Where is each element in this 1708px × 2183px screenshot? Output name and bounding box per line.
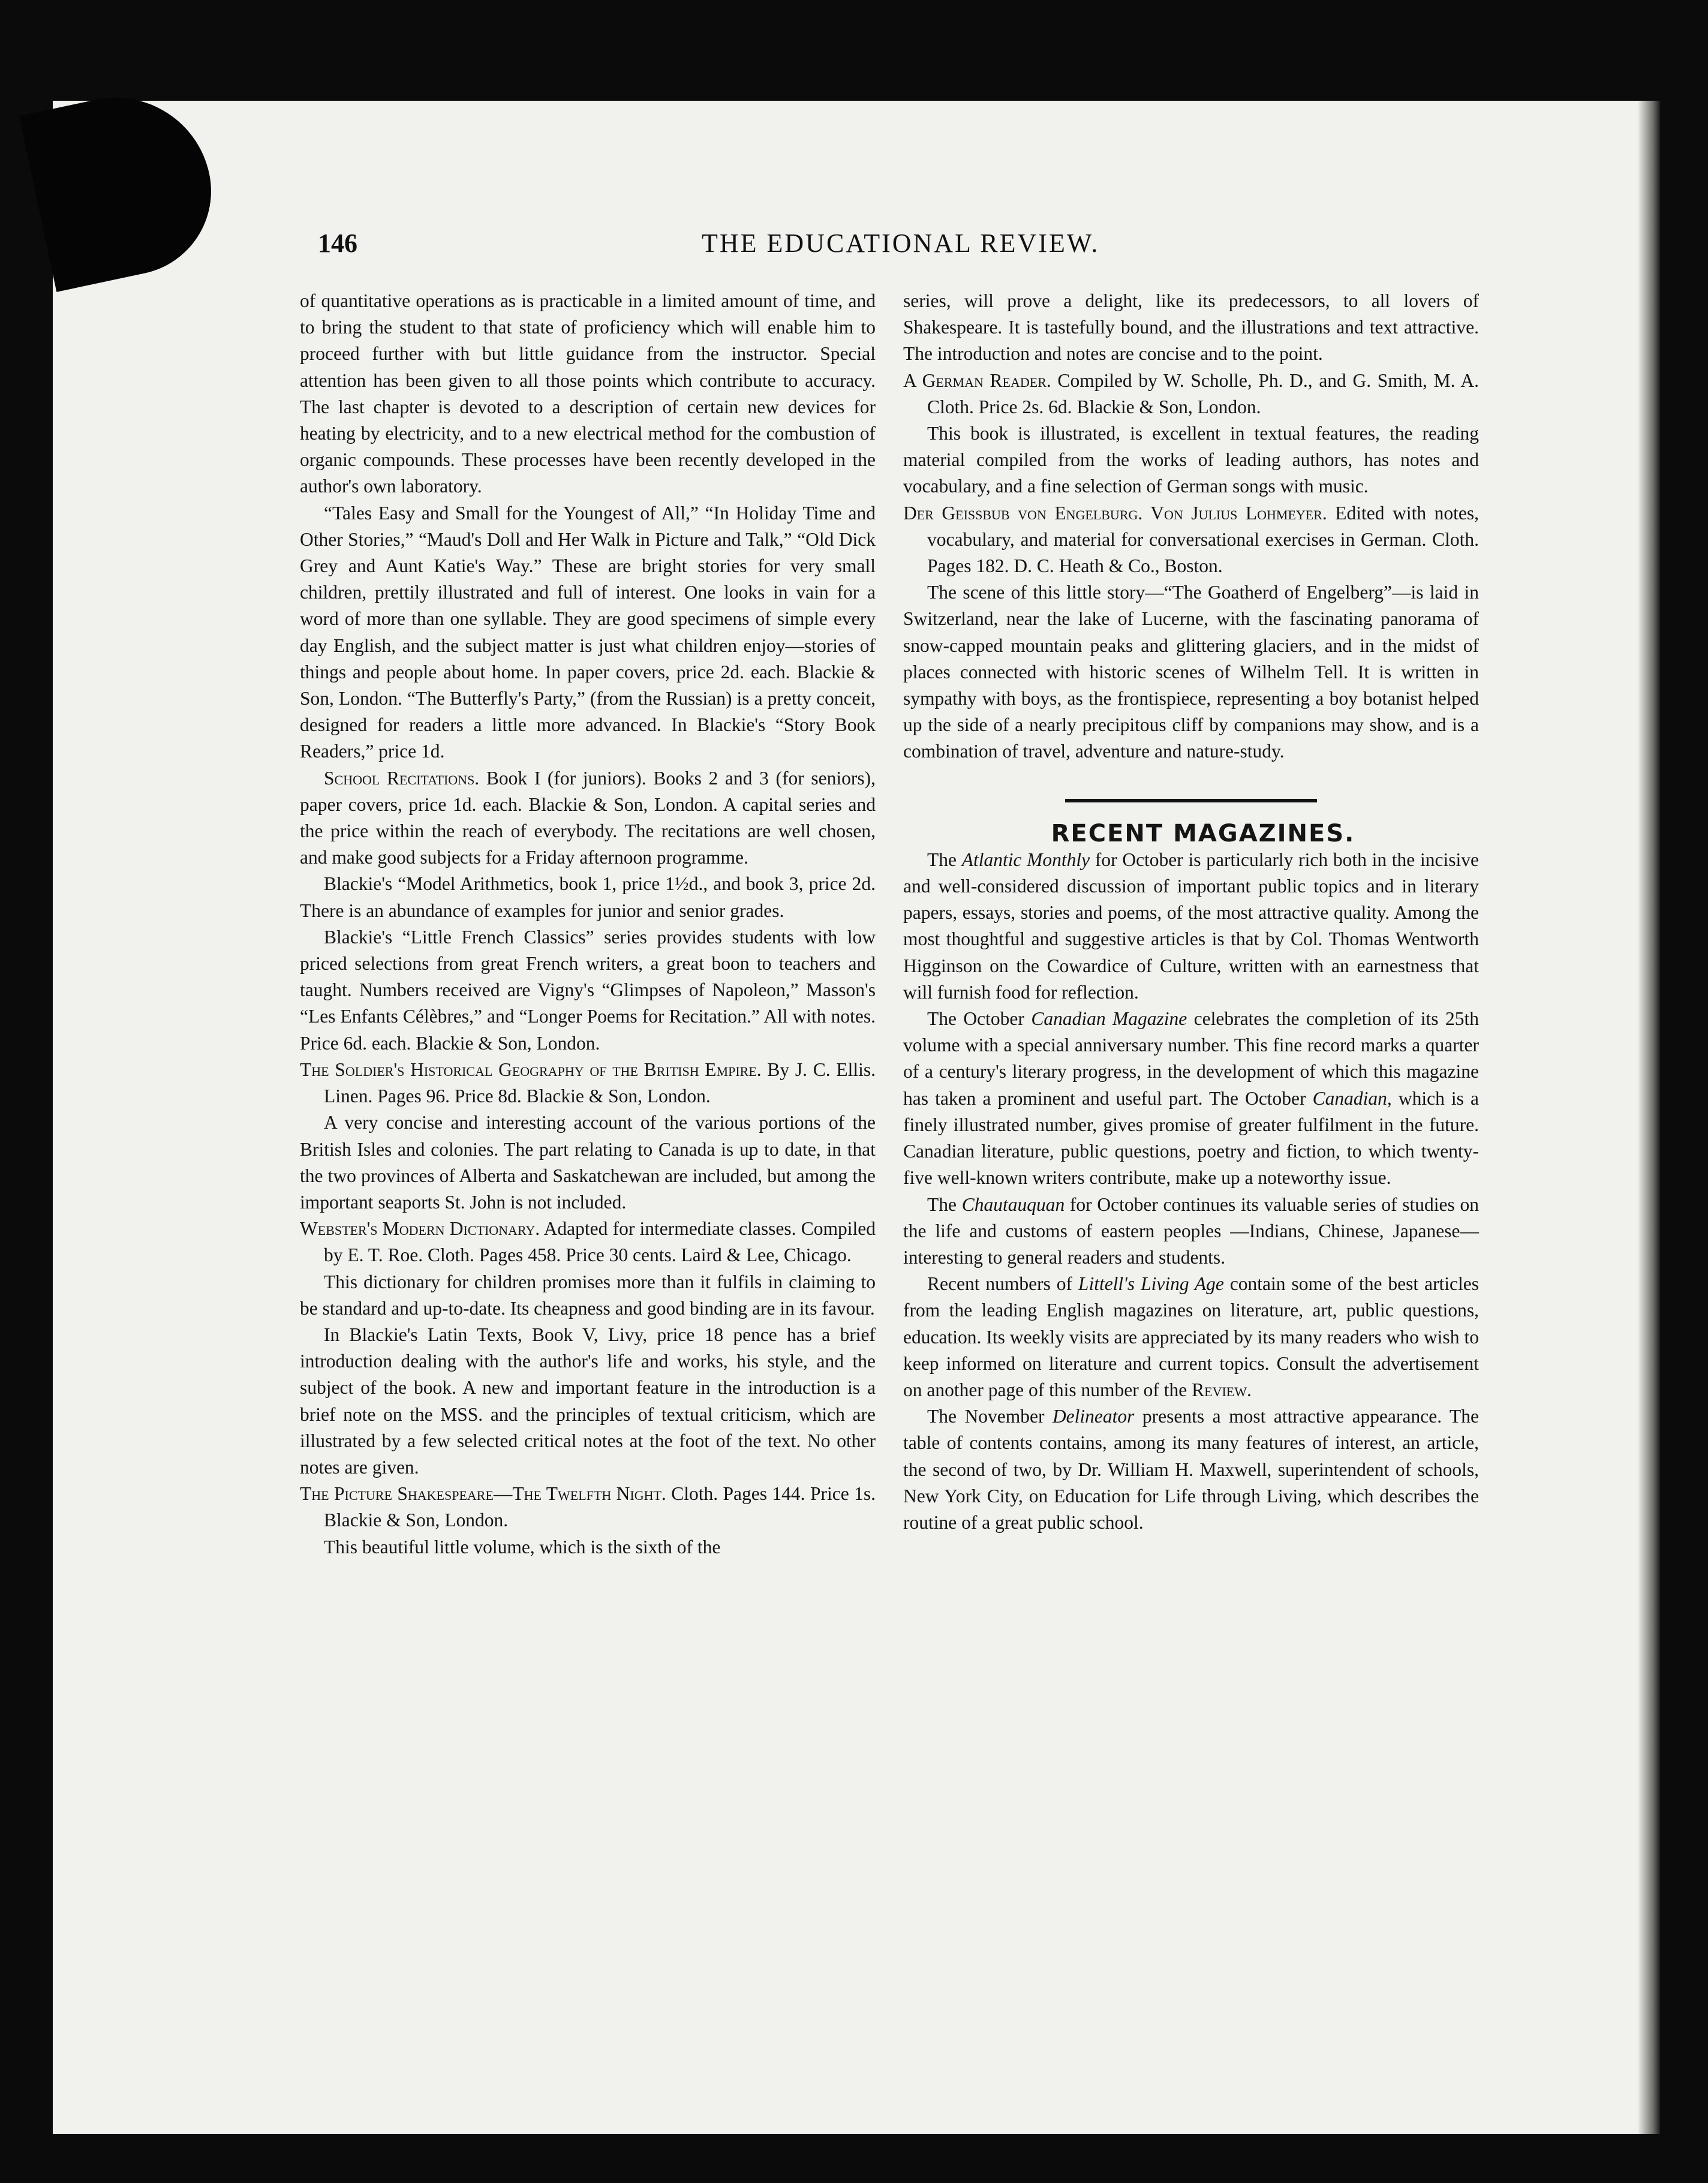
text-run: presents a most attractive appearance. The table of contents contains, among its many features of interest, an article, the second of two, by Dr. William H. Maxwell, superintendent of schools, New York City, on Education for Life through Living, which describes the routine of a great public school. bbox=[903, 1406, 1479, 1533]
book-title: Webster's Modern Dictionary. bbox=[300, 1218, 540, 1240]
left-column bbox=[300, 288, 876, 1560]
magazine-title: Delineator bbox=[1052, 1406, 1135, 1427]
book-notice bbox=[300, 765, 876, 871]
paragraph: In Blackie's Latin Texts, Book V, Livy, price 18 pence has a brief introduction dealing with the author's life and works, his style, and the subject of the book. A new and important feature in the introduction is a brief note on the MSS. and the principles of textual criticism, which are illustrated by a few selected critical notes at the foot of the text. No other notes are given. bbox=[300, 1324, 876, 1478]
paragraph: Blackie's “Model Arithmetics, book 1, price 1½d., and book 3, price 2d. There is an abundance of examples for junior and senior grades. bbox=[300, 873, 876, 921]
book-entry bbox=[300, 1481, 876, 1533]
text-run: which is a finely illustrated number, gives promise of greater fulfilment in the future. Canadian literature, public questions, poetry and fiction, to which twenty-five well-known writers contribute, make up a noteworthy issue. bbox=[903, 1087, 1480, 1189]
book-entry bbox=[300, 1216, 876, 1268]
paragraph: A very concise and interesting account of the various portions of the British Isles and colonies. The part relating to Canada is up to date, in that the two provinces of Alberta and Saskatchewan are included, but among the important seaports St. John is not included. bbox=[300, 1112, 876, 1213]
book-details: By J. C. Ellis. Linen. Pages 96. Price 8d. Blackie & Son, London. bbox=[324, 1059, 876, 1107]
magazine-title: Canadian Magazine bbox=[1031, 1008, 1187, 1030]
page-number: 146 bbox=[318, 228, 357, 258]
book-entry bbox=[903, 368, 1479, 420]
magazine-title: Chautauquan bbox=[961, 1193, 1065, 1215]
paragraph: “Tales Easy and Small for the Youngest of All,” “In Holiday Time and Other Stories,” “Maud's Doll and Her Walk in Picture and Talk,” “Old Dick Grey and Aunt Katie's Way.” These are bright stories for very small children, prettily illustrated and full of interest. One looks in vain for a word of more than one syllable. They are good specimens of simple every day English, and the subject matter is just what children enjoy—stories of things and people about home. In paper covers, price 2d. each. Blackie & Son, London. “The Butterfly's Party,” (from the Russian) is a pretty conceit, designed for readers a little more advanced. In Blackie's “Story Book Readers,” price 1d. bbox=[300, 502, 876, 762]
book-title: Der Geissbub von Engelburg. Von Julius Lohmeyer. bbox=[903, 502, 1327, 524]
paragraph: Blackie's “Little French Classics” series provides students with low priced selections from great French writers, a great boon to teachers and taught. Numbers received are Vigny's “Glimpses of Napoleon,” Masson's “Les Enfants Célèbres,” and “Longer Poems for Recitation.” All with notes. Price 6d. each. Blackie & Son, London. bbox=[300, 926, 876, 1054]
magazine-title: Atlantic Monthly bbox=[961, 849, 1090, 870]
text-run: The bbox=[927, 1193, 962, 1215]
paragraph: This dictionary for children promises more than it fulfils in claiming to be standard and up-to-date. Its cheapness and good binding are in its favour. bbox=[300, 1271, 876, 1319]
book-entry bbox=[300, 1057, 876, 1109]
journal-title: THE EDUCATIONAL REVIEW. bbox=[702, 228, 1100, 258]
magazine-notice bbox=[903, 847, 1479, 1006]
section-divider bbox=[1065, 799, 1317, 802]
journal-name: Review. bbox=[1192, 1379, 1252, 1400]
text-run: for October continues its valuable series of studies on the life and customs of eastern peoples —Indians, Chinese, Japanese—interesting to general readers and students. bbox=[903, 1193, 1480, 1268]
magazine-title: Littell's Living Age bbox=[1078, 1273, 1224, 1295]
book-title: The Soldier's Historical Geography of the British Empire. bbox=[300, 1059, 762, 1080]
magazine-notice bbox=[903, 1271, 1479, 1403]
text-run: Recent numbers of bbox=[927, 1273, 1078, 1295]
magazine-notice bbox=[903, 1192, 1479, 1271]
text-run: contain some of the best articles from the leading English magazines on literature, art, public questions, education. Its weekly visits are appreciated by its many readers who wish to keep informed on literature and current topics. Consult the advertisement on another page of this number of the bbox=[903, 1273, 1479, 1400]
paragraph: The scene of this little story—“The Goatherd of Engelberg”—is laid in Switzerland, near the lake of Lucerne, with the fascinating panorama of snow-capped mountain peaks and glittering glaciers, and in the midst of places connected with historic scenes of Wilhelm Tell. It is written in sympathy with boys, as the frontispiece, representing a boy botanist helped up the side of a nearly precipitous cliff by companions may show, and is a combination of travel, adventure and nature-study. bbox=[903, 582, 1479, 762]
text-run: for October is particularly rich both in the incisive and well-considered discussion of important public topics and in literary papers, essays, stories and poems, of the most attractive quality. Among the most thoughtful and suggestive articles is that by Col. Thomas Wentworth Higginson on the Cowardice of Culture, written with an earnestness that will furnish food for reflection. bbox=[903, 849, 1479, 1003]
magazine-title: Canadian, bbox=[1312, 1087, 1392, 1109]
book-details: Compiled by W. Scholle, Ph. D., and G. Smith, M. A. Cloth. Price 2s. 6d. Blackie & Son, London. bbox=[927, 369, 1480, 417]
book-description: Book I (for juniors). Books 2 and 3 (for seniors), paper covers, price 1d. each. Blackie & Son, London. A capital series and the price within the reach of everybody. The recitations are well chosen, and make good subjects for a Friday afternoon programme. bbox=[300, 767, 876, 868]
magazine-notice bbox=[903, 1006, 1479, 1191]
book-details: Cloth. Pages 144. Price 1s. Blackie & Son, London. bbox=[324, 1483, 876, 1531]
magazine-notice bbox=[903, 1403, 1479, 1536]
page-header bbox=[318, 228, 1157, 270]
section-heading: RECENT MAGAZINES. bbox=[1051, 819, 1355, 847]
right-column bbox=[903, 288, 1479, 1536]
book-details: Edited with notes, vocabulary, and material for conversational exercises in German. Cloth. Pages 182. D. C. Heath & Co., Boston. bbox=[927, 502, 1479, 577]
paragraph: series, will prove a delight, like its predecessors, to all lovers of Shakespeare. It is tastefully bound, and the illustrations and text attractive. The introduction and notes are concise and to the point. bbox=[903, 290, 1479, 365]
paragraph: of quantitative operations as is practicable in a limited amount of time, and to bring the student to that state of proficiency which will enable him to proceed further with but little guidance from the instructor. Special attention has been given to all those points which contribute to accuracy. The last chapter is devoted to a description of certain new devices for heating by electricity, and to a new electrical method for the combustion of organic compounds. These processes have been recently developed in the author's own laboratory. bbox=[300, 290, 876, 497]
text-run: The bbox=[927, 849, 962, 870]
book-title: A German Reader. bbox=[903, 369, 1051, 391]
page-shadow-right bbox=[1638, 101, 1660, 2134]
book-details: Adapted for intermediate classes. Compiled by E. T. Roe. Cloth. Pages 458. Price 30 cents. Laird & Lee, Chicago. bbox=[324, 1218, 876, 1266]
paragraph: This beautiful little volume, which is the sixth of the bbox=[324, 1536, 721, 1557]
text-run: celebrates the completion of its 25th volume with a special anniversary number. This fine record marks a quarter of a century's literary progress, in the development of which this magazine has taken a prominent and useful part. The October bbox=[903, 1008, 1479, 1109]
paragraph: This book is illustrated, is excellent in textual features, the reading material compiled from the works of leading authors, has notes and vocabulary, and a fine selection of German songs with music. bbox=[903, 423, 1479, 497]
book-title: School Recitations. bbox=[324, 767, 480, 789]
book-title: The Picture Shakespeare—The Twelfth Night. bbox=[300, 1483, 666, 1505]
text-run: The October bbox=[927, 1008, 1032, 1030]
book-entry bbox=[903, 500, 1479, 580]
text-run: The November bbox=[927, 1406, 1053, 1427]
